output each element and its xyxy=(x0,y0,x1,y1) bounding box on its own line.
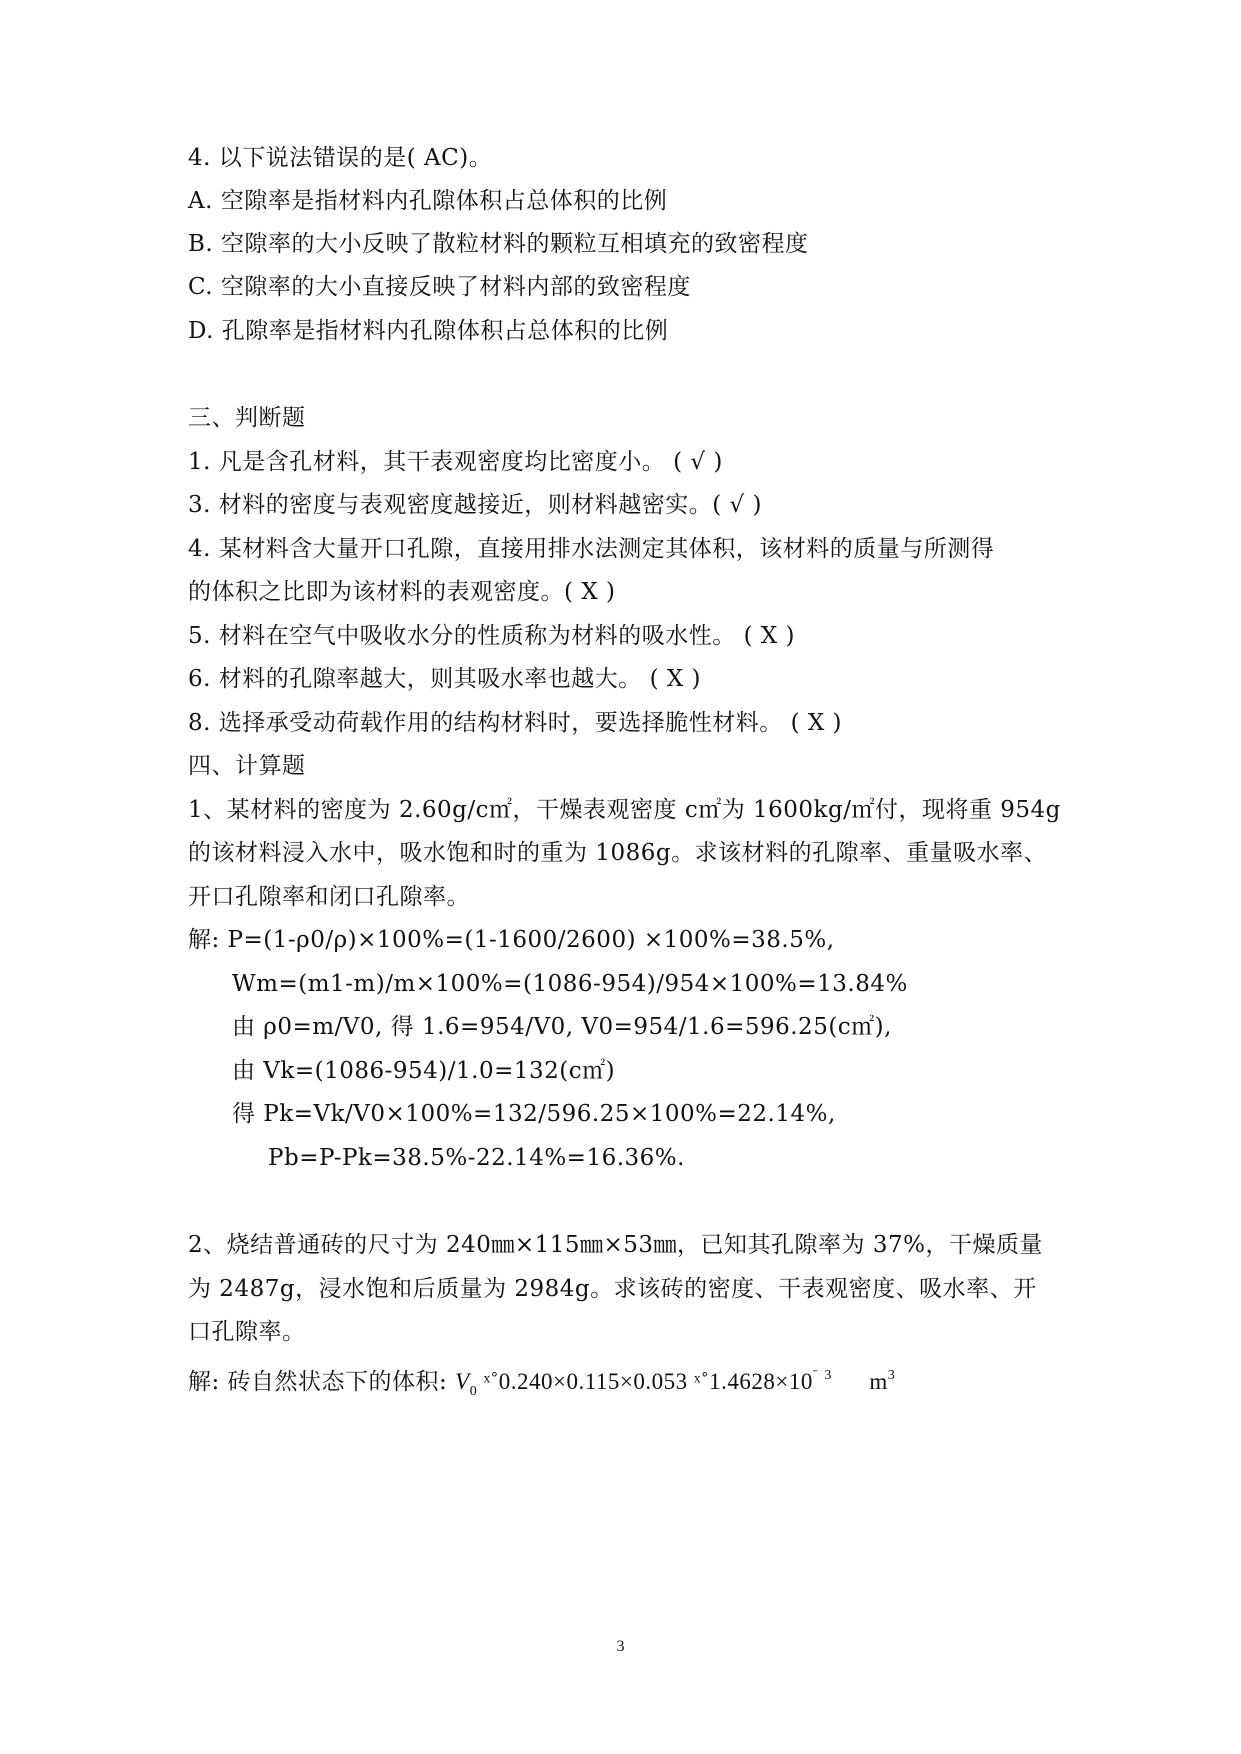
judgement-item: 6. 材料的孔隙率越大，则其吸水率也越大。 ( X ) xyxy=(188,666,702,692)
formula-exp: 3 xyxy=(824,1368,832,1383)
q4-option-b: B. 空隙率的大小反映了散粒材料的颗粒互相填充的致密程度 xyxy=(188,231,809,257)
judgement-item: 8. 选择承受动荷载作用的结构材料时，要选择脆性材料。 ( X ) xyxy=(188,710,843,736)
judgement-item-continued: 的体积之比即为该材料的表观密度。( X ) xyxy=(188,579,616,605)
q4-option-c: C. 空隙率的大小直接反映了材料内部的致密程度 xyxy=(188,274,691,300)
formula-eq-glyph: ˣ˚ xyxy=(693,1369,710,1394)
q4-stem: 4. 以下说法错误的是( AC)。 xyxy=(188,145,493,171)
formula-eq-glyph: ˣ˚ xyxy=(483,1369,499,1394)
problem1-solution: 解: P=(1-ρ0/ρ)×100%=(1-1600/2600) ×100%=38.5%, xyxy=(188,927,835,953)
solution-prefix: 解: 砖自然状态下的体积: xyxy=(188,1369,456,1395)
judgement-item: 1. 凡是含孔材料，其干表观密度均比密度小。 ( √ ) xyxy=(188,449,723,475)
judgement-item: 4. 某材料含大量开口孔隙，直接用排水法测定其体积，该材料的质量与所测得 xyxy=(188,536,995,562)
calculation-heading: 四、计算题 xyxy=(188,753,306,779)
problem1-solution: 得 Pk=Vk/V0×100%=132/596.25×100%=22.14%, xyxy=(232,1101,836,1127)
page-number: 3 xyxy=(616,1638,625,1655)
judgement-item: 3. 材料的密度与表观密度越接近，则材料越密实。( √ ) xyxy=(188,492,762,518)
problem1-text: 开口孔隙率和闭口孔隙率。 xyxy=(188,884,470,910)
formula-unit: m xyxy=(869,1369,888,1394)
q4-option-a: A. 空隙率是指材料内孔隙体积占总体积的比例 xyxy=(188,188,668,214)
judgement-item: 5. 材料在空气中吸收水分的性质称为材料的吸水性。 ( X ) xyxy=(188,623,796,649)
formula-var-sub: 0 xyxy=(469,1384,478,1399)
problem1-solution: 由 ρ0=m/V0, 得 1.6=954/V0, V0=954/1.6=596.25(c㎡), xyxy=(232,1014,892,1040)
judgement-heading: 三、判断题 xyxy=(188,405,306,431)
formula-exp-mark: ˉ xyxy=(812,1368,819,1383)
problem1-text: 的该材料浸入水中，吸水饱和时的重为 1086g。求该材料的孔隙率、重量吸水率、 xyxy=(188,840,1048,866)
formula-result: 1.4628×10 xyxy=(709,1369,813,1394)
formula-unit-sup: 3 xyxy=(887,1368,896,1383)
problem2-text: 口孔隙率。 xyxy=(188,1319,306,1345)
problem2-text: 为 2487g，浸水饱和后质量为 2984g。求该砖的密度、干表观密度、吸水率、开 xyxy=(188,1276,1037,1302)
problem1-text: 1、某材料的密度为 2.60g/c㎡，干燥表观密度 c㎡为 1600kg/㎡付，现将重 954g xyxy=(188,797,1061,823)
problem2-solution xyxy=(188,1361,895,1407)
formula-expr: 0.240×0.115×0.053 xyxy=(498,1369,688,1394)
problem2-text: 2、烧结普通砖的尺寸为 240㎜×115㎜×53㎜，已知其孔隙率为 37%，干燥质量 xyxy=(188,1232,1043,1258)
formula-var: V xyxy=(455,1369,470,1394)
problem1-solution: Pb=P-Pk=38.5%-22.14%=16.36%. xyxy=(268,1145,685,1171)
problem1-solution: 由 Vk=(1086-954)/1.0=132(c㎡) xyxy=(232,1058,616,1084)
problem1-solution: Wm=(m1-m)/m×100%=(1086-954)/954×100%=13.84% xyxy=(232,971,908,997)
q4-option-d: D. 孔隙率是指材料内孔隙体积占总体积的比例 xyxy=(188,318,669,344)
volume-formula xyxy=(455,1368,896,1399)
